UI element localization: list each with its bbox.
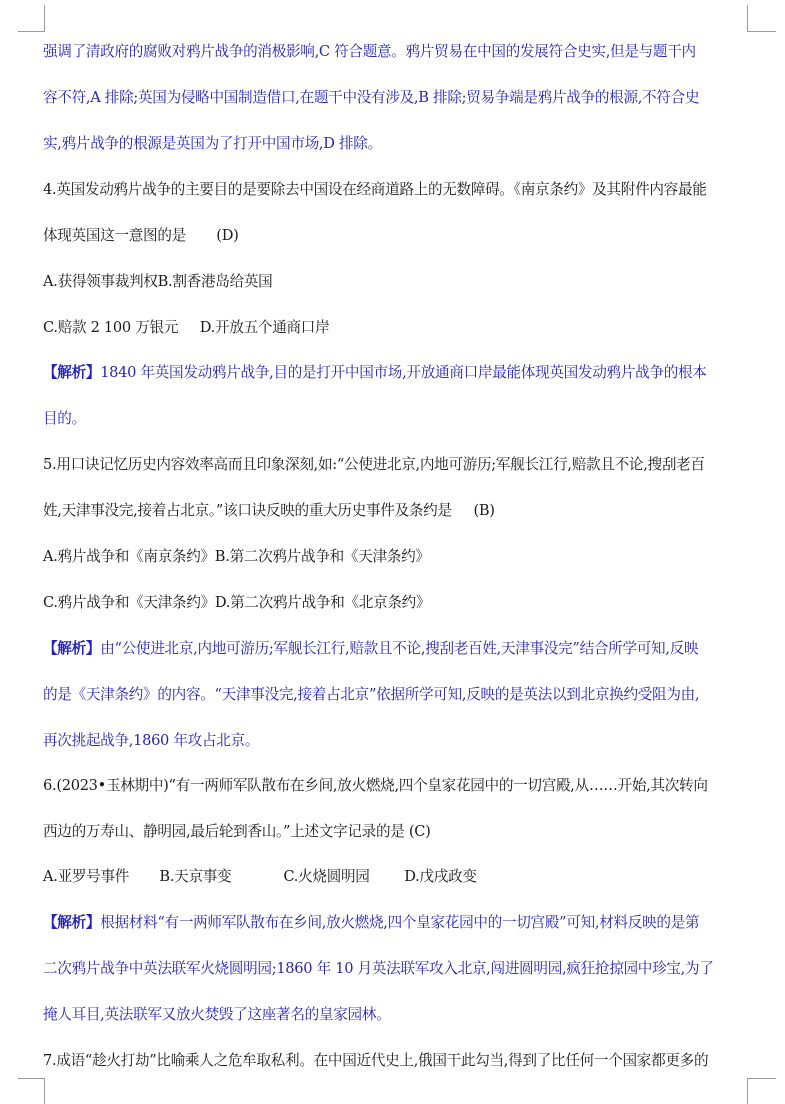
answer-line: 容不符,A 排除;英国为侵略中国制造借口,在题干中没有涉及,B 排除;贸易争端是鸦片战争的根源,不符合史 (43, 89, 700, 106)
question-7-stem: 7.成语“趁火打劫”比喻乘人之危牟取私利。在中国近代史上,俄国干此勾当,得到了比任何一个国家都更多的 (43, 1052, 709, 1069)
question-5-options: A.鸦片战争和《南京条约》B.第二次鸦片战争和《天津条约》 (43, 548, 430, 565)
question-4-analysis: 目的。 (43, 410, 86, 427)
analysis-tag: 【解析】 (43, 640, 101, 657)
crop-mark-top-left (18, 5, 45, 32)
question-4-stem: 体现英国这一意图的是 (D) (43, 227, 239, 244)
question-6-analysis: 掩人耳目,英法联军又放火焚毁了这座著名的皇家园林。 (43, 1006, 391, 1023)
answer-line: 实,鸦片战争的根源是英国为了打开中国市场,D 排除。 (43, 135, 382, 152)
analysis-tag: 【解析】 (43, 364, 101, 381)
question-6-stem: 西边的万寿山、静明园,最后轮到香山。”上述文字记录的是 (C) (43, 823, 431, 840)
question-5-analysis: 的是《天津条约》的内容。“天津事没完,接着占北京”依据所学可知,反映的是英法以到北京换约受阻为由, (43, 686, 700, 703)
answer-line: 强调了清政府的腐败对鸦片战争的消极影响,C 符合题意。鸦片贸易在中国的发展符合史实,但是与题干内 (43, 43, 696, 60)
crop-mark-bottom-left (18, 1078, 45, 1104)
question-5-stem: 姓,天津事没完,接着占北京。”该口诀反映的重大历史事件及条约是 (B) (43, 502, 495, 519)
question-5-analysis: 再次挑起战争,1860 年攻占北京。 (43, 732, 260, 749)
question-4-options: C.赔款 2 100 万银元 D.开放五个通商口岸 (43, 319, 330, 336)
question-5-options: C.鸦片战争和《天津条约》D.第二次鸦片战争和《北京条约》 (43, 594, 431, 611)
question-4-options: A.获得领事裁判权B.割香港岛给英国 (43, 273, 273, 290)
analysis-tag: 【解析】 (43, 914, 101, 931)
crop-mark-bottom-right (747, 1078, 776, 1104)
question-6-options: A.亚罗号事件 B.天京事变 C.火烧圆明园 D.戊戌政变 (43, 868, 477, 885)
question-6-stem: 6.(2023•玉林期中)“有一两师军队散布在乡间,放火燃烧,四个皇家花园中的一切宫殿,从……开始,其次转向 (43, 777, 708, 794)
question-6-analysis: 【解析】根据材料“有一两师军队散布在乡间,放火燃烧,四个皇家花园中的一切宫殿”可知,材料反映的是第 (43, 914, 700, 931)
question-6-analysis: 二次鸦片战争中英法联军火烧圆明园;1860 年 10 月英法联军攻入北京,闯进圆明园,疯狂抢掠园中珍宝,为了 (43, 960, 714, 977)
question-4-stem: 4.英国发动鸦片战争的主要目的是要除去中国设在经商道路上的无数障碍。《南京条约》及其附件内容最能 (43, 181, 707, 198)
question-5-analysis: 【解析】由“公使进北京,内地可游历;军舰长江行,赔款且不论,搜刮老百姓,天津事没完”结合所学可知,反映 (43, 640, 699, 657)
crop-mark-top-right (747, 5, 776, 32)
question-5-stem: 5.用口诀记忆历史内容效率高而且印象深刻,如:“公使进北京,内地可游历;军舰长江行,赔款且不论,搜刮老百 (43, 456, 705, 473)
question-4-analysis: 【解析】1840 年英国发动鸦片战争,目的是打开中国市场,开放通商口岸最能体现英国发动鸦片战争的根本 (43, 364, 707, 381)
